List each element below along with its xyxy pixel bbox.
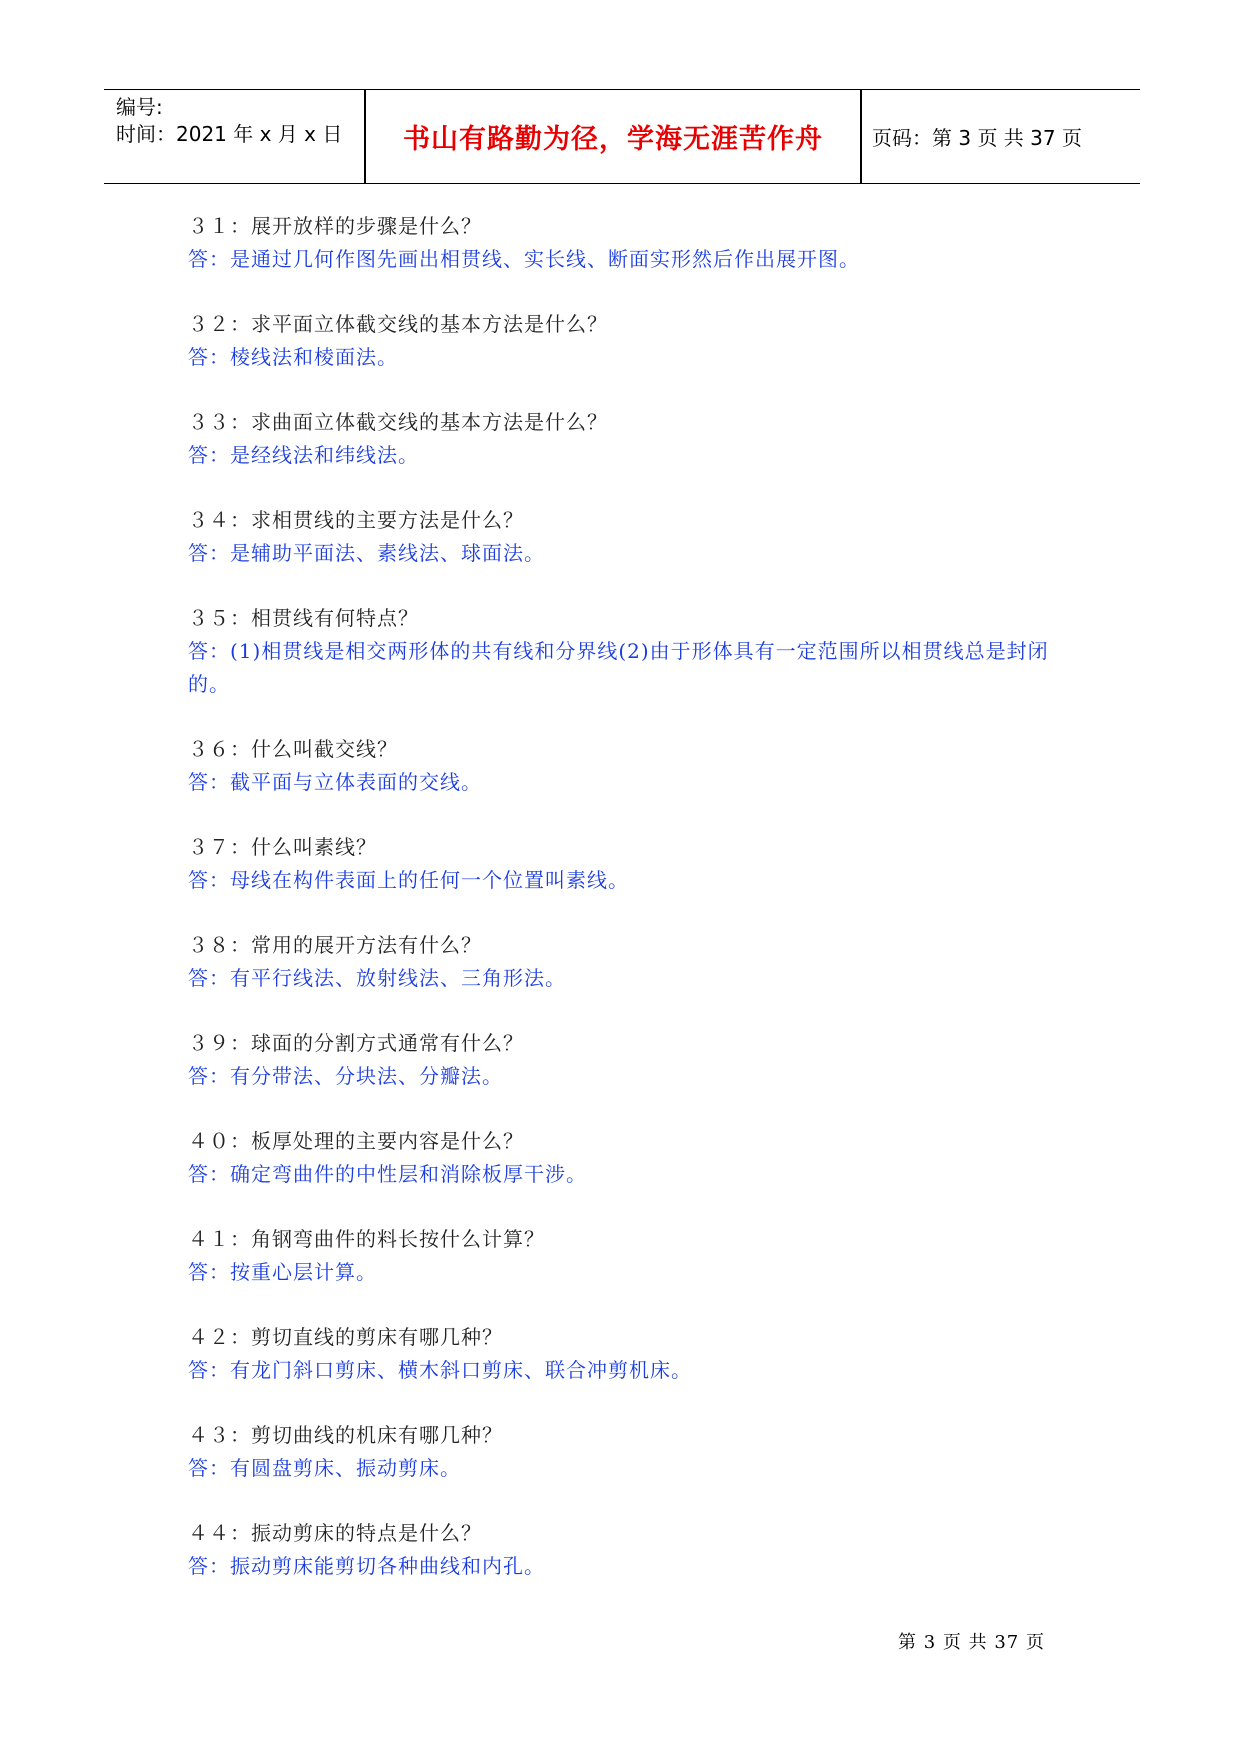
qa-item <box>188 1027 1068 1093</box>
answer-text: 答：是辅助平面法、素线法、球面法。 <box>188 541 545 565</box>
question-text: ４３：剪切曲线的机床有哪几种？ <box>188 1423 503 1447</box>
qa-item <box>188 602 1068 701</box>
question-text: ３１：展开放样的步骤是什么？ <box>188 214 482 238</box>
question-text: ３８：常用的展开方法有什么？ <box>188 933 482 957</box>
answer-text: 答：有平行线法、放射线法、三角形法。 <box>188 966 566 990</box>
answer-text: 答：截平面与立体表面的交线。 <box>188 770 482 794</box>
answer-text: 答：母线在构件表面上的任何一个位置叫素线。 <box>188 868 629 892</box>
answer-text: 答：有分带法、分块法、分瓣法。 <box>188 1064 503 1088</box>
answer-text: 答：按重心层计算。 <box>188 1260 377 1284</box>
question-text: ３２：求平面立体截交线的基本方法是什么？ <box>188 312 608 336</box>
question-text: ４２：剪切直线的剪床有哪几种？ <box>188 1325 503 1349</box>
header-page-code: 页码：第 3 页 共 37 页 <box>872 126 1082 150</box>
answer-text: 答：(1)相贯线是相交两形体的共有线和分界线(2)由于形体具有一定范围所以相贯线总是封闭的。 <box>188 639 1049 696</box>
qa-item <box>188 308 1068 374</box>
serial-label: 编号: <box>116 95 163 119</box>
time-label: 时间：2021 年 x 月 x 日 <box>116 122 343 146</box>
answer-text: 答：是通过几何作图先画出相贯线、实长线、断面实形然后作出展开图。 <box>188 247 860 271</box>
answer-text: 答：振动剪床能剪切各种曲线和内孔。 <box>188 1554 545 1578</box>
question-text: ３４：求相贯线的主要方法是什么？ <box>188 508 524 532</box>
page-header <box>104 89 1140 184</box>
qa-item <box>188 1125 1068 1191</box>
question-text: ３９：球面的分割方式通常有什么？ <box>188 1031 524 1055</box>
question-text: ４４：振动剪床的特点是什么？ <box>188 1521 482 1545</box>
qa-item <box>188 733 1068 799</box>
answer-text: 答：有圆盘剪床、振动剪床。 <box>188 1456 461 1480</box>
qa-item <box>188 504 1068 570</box>
qa-item <box>188 831 1068 897</box>
header-divider <box>860 90 862 183</box>
qa-item <box>188 1223 1068 1289</box>
qa-item <box>188 1419 1068 1485</box>
question-text: ３７：什么叫素线？ <box>188 835 377 859</box>
question-text: ３３：求曲面立体截交线的基本方法是什么？ <box>188 410 608 434</box>
question-text: ３５：相贯线有何特点？ <box>188 606 419 630</box>
qa-item <box>188 1517 1068 1583</box>
answer-text: 答：棱线法和棱面法。 <box>188 345 398 369</box>
header-divider <box>364 90 366 183</box>
qa-item <box>188 210 1068 276</box>
answer-text: 答：有龙门斜口剪床、横木斜口剪床、联合冲剪机床。 <box>188 1358 692 1382</box>
header-meta <box>116 94 342 148</box>
qa-list <box>188 210 1068 1615</box>
qa-item <box>188 1321 1068 1387</box>
answer-text: 答：是经线法和纬线法。 <box>188 443 419 467</box>
question-text: ４１：角钢弯曲件的料长按什么计算？ <box>188 1227 545 1251</box>
answer-text: 答：确定弯曲件的中性层和消除板厚干涉。 <box>188 1162 587 1186</box>
question-text: ３６：什么叫截交线？ <box>188 737 398 761</box>
page-footer: 第 3 页 共 37 页 <box>898 1632 1045 1653</box>
qa-item <box>188 406 1068 472</box>
question-text: ４０：板厚处理的主要内容是什么？ <box>188 1129 524 1153</box>
qa-item <box>188 929 1068 995</box>
header-motto: 书山有路勤为径，学海无涯苦作舟 <box>403 124 823 155</box>
